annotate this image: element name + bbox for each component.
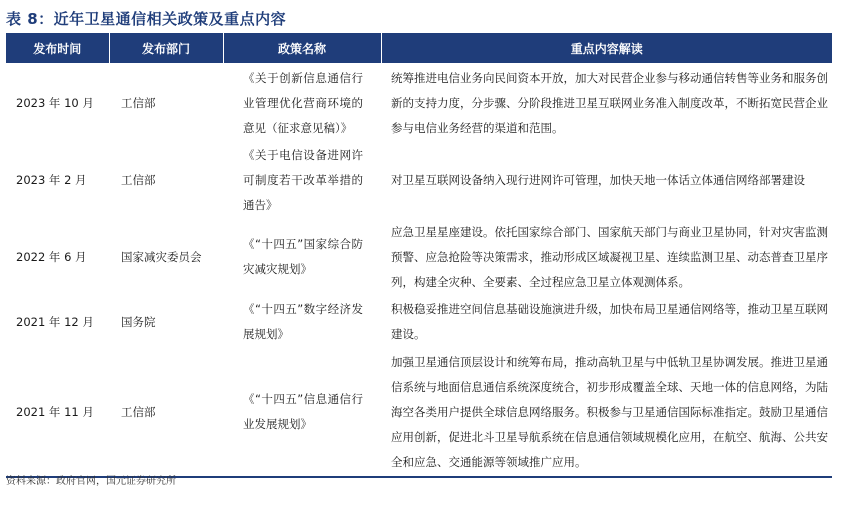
- policy-table: [6, 33, 832, 476]
- cell-content: 对卫星互联网设备纳入现行进网许可管理，加快天地一体话立体通信网络部署建设: [391, 173, 805, 187]
- table-row: [6, 143, 832, 218]
- cell-content: 加强卫星通信顶层设计和统筹布局，推动高轨卫星与中低轨卫星协调发展。推进卫星通信系统与地面信息通信系统深度统合，初步形成覆盖全球、天地一体的信息网络，为陆海空各类用户提供全球信息网络服务。积极参与卫星通信国际标准指定。鼓励卫星通信应用创新，促进北斗卫星导航系统在信息通信领域规模化应用，在航空、航海、公共安全和应急、交通能源等领域推广应用。: [391, 354, 828, 469]
- cell-policy: 《“十四五”信息通信行业发展规划》: [243, 392, 363, 431]
- table-body: [6, 63, 832, 476]
- cell-dept: 国务院: [121, 314, 156, 329]
- cell-date: 2022 年 6 月: [16, 249, 87, 264]
- cell-policy: 《关于电信设备进网许可制度若干改革举措的通告》: [243, 148, 363, 212]
- header-dept: 发布部门: [109, 33, 223, 63]
- cell-dept: 国家减灾委员会: [121, 249, 202, 264]
- cell-dept: 工信部: [121, 95, 156, 110]
- header-date: 发布时间: [6, 33, 109, 63]
- source-note: 资料来源：政府官网，国元证券研究所: [6, 476, 176, 487]
- cell-dept: 工信部: [121, 404, 156, 419]
- table-row: [6, 296, 832, 348]
- table-row: [6, 218, 832, 296]
- policy-table-container: [6, 33, 832, 478]
- cell-date: 2023 年 2 月: [16, 173, 87, 187]
- table-row: [6, 348, 832, 476]
- cell-policy: 《“十四五”国家综合防灾减灾规划》: [243, 237, 363, 276]
- cell-policy: 《“十四五”数字经济发展规划》: [243, 302, 363, 341]
- cell-dept: 工信部: [121, 173, 156, 187]
- cell-content: 应急卫星星座建设。依托国家综合部门、国家航天部门与商业卫星协同，针对灾害监测预警、应急抢险等决策需求，推动形成区域凝视卫星、连续监测卫星、动态普查卫星序列，构建全灾种、全要素、全过程应急卫星立体观测体系。: [391, 224, 828, 289]
- cell-date: 2021 年 12 月: [16, 314, 94, 329]
- header-row: [6, 33, 832, 63]
- table-title: 表 8：近年卫星通信相关政策及重点内容: [6, 10, 287, 28]
- table-header: [6, 33, 832, 63]
- cell-content: 统筹推进电信业务向民间资本开放，加大对民营企业参与移动通信转售等业务和服务创新的支持力度，分步骤、分阶段推进卫星互联网业务准入制度改革，不断拓宽民营企业参与电信业务经营的渠道和范围。: [391, 70, 828, 135]
- cell-date: 2021 年 11 月: [16, 404, 94, 419]
- header-policy: 政策名称: [223, 33, 381, 63]
- table-row: [6, 63, 832, 143]
- cell-date: 2023 年 10 月: [16, 95, 94, 110]
- cell-content: 积极稳妥推进空间信息基础设施演进升级，加快布局卫星通信网络等，推动卫星互联网建设。: [391, 302, 828, 341]
- header-content: 重点内容解读: [381, 33, 832, 63]
- cell-policy: 《关于创新信息通信行业管理优化营商环境的意见（征求意见稿）》: [243, 70, 363, 135]
